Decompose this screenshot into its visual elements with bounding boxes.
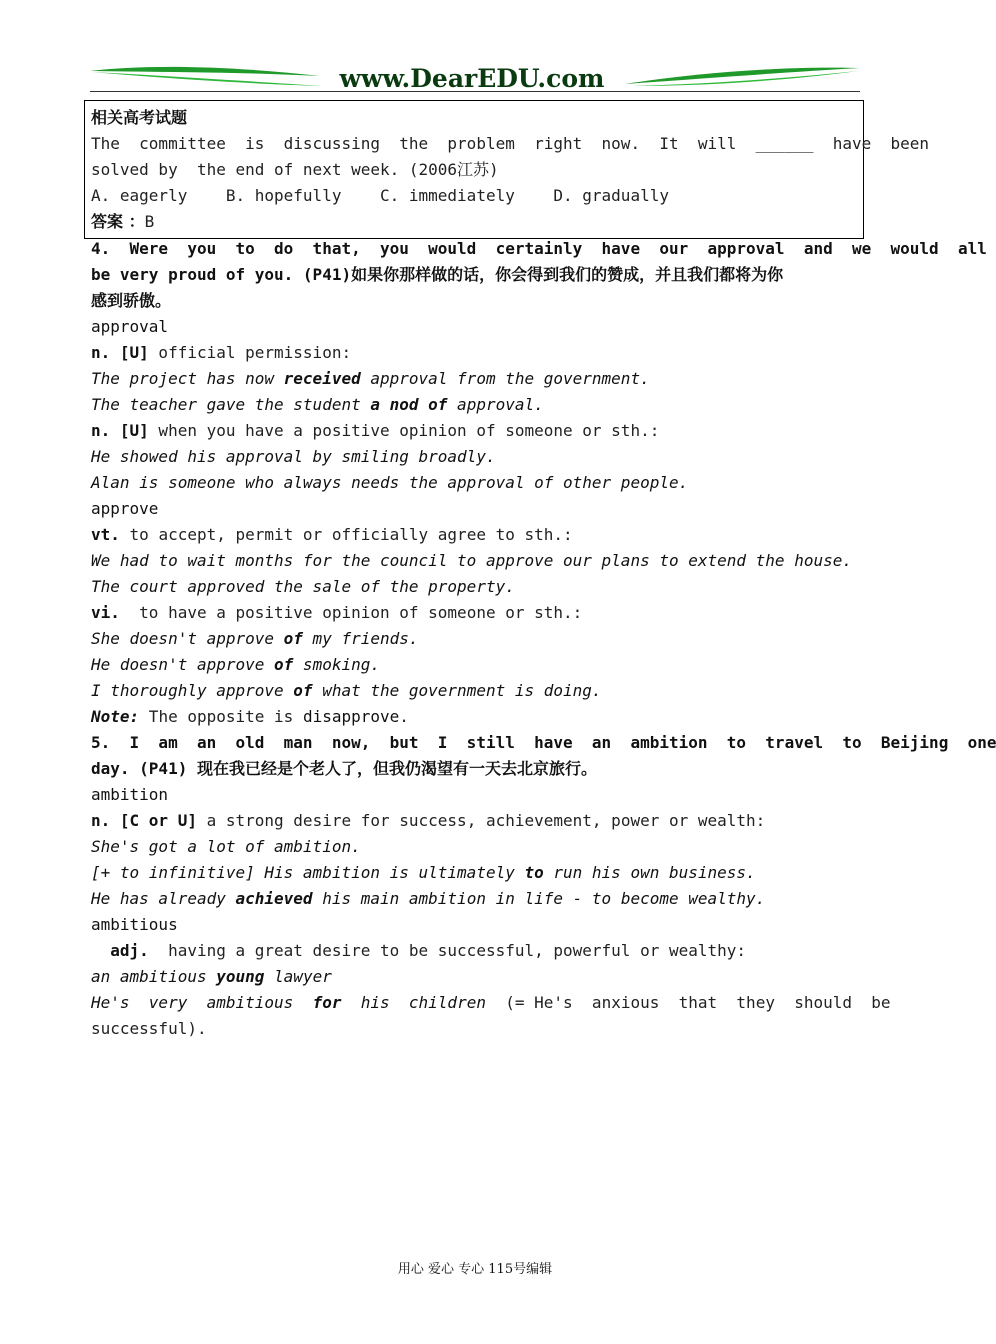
definition-ambitious <box>91 938 859 964</box>
header-divider <box>90 91 860 92</box>
example-text: lawyer <box>264 967 332 986</box>
pos-label: n. [U] <box>91 421 149 440</box>
item5-sentence-line-1: 5. I am an old man now, but I still have an ambition to travel to Beijing one <box>91 733 996 752</box>
headword-approve: approve <box>91 499 159 518</box>
headword-ambition: ambition <box>91 785 169 804</box>
example-text: [+ to infinitive] His ambition is ultimately <box>91 863 525 882</box>
definition-text: to accept, permit or officially agree to sth.: <box>119 525 573 544</box>
page-footer: 用心 爱心 专心 115号编辑 <box>397 1262 553 1277</box>
item4-sentence-line-1: 4. Were you to do that, you would certainly have our approval and we would all <box>91 239 987 258</box>
example-emphasis: received <box>283 369 361 388</box>
example-text: an ambitious <box>91 967 217 986</box>
example-line: He showed his approval by smiling broadly. <box>91 447 496 466</box>
example-emphasis: achieved <box>235 889 313 908</box>
definition-text: official permission: <box>148 343 352 362</box>
definition-ambition <box>91 808 859 834</box>
headword-approval: approval <box>91 317 169 336</box>
pos-label: n. [U] <box>91 343 149 362</box>
example-emphasis: a nod of <box>370 395 448 414</box>
note-text: The opposite is <box>139 707 303 726</box>
definition-approval-1 <box>91 340 859 366</box>
example-text: He has already <box>91 889 236 908</box>
note-label: Note: <box>91 707 140 726</box>
example-line: We had to wait months for the council to approve our plans to extend the house. <box>91 551 852 570</box>
exam-question-box <box>84 100 930 239</box>
exam-options: A. eagerly B. hopefully C. immediately D. gradually <box>91 186 669 205</box>
example-text: my friends. <box>302 629 419 648</box>
item4-sentence-line-3: 感到骄傲。 <box>91 291 172 310</box>
example-text: run his own business. <box>543 863 756 882</box>
pos-label: adj. <box>91 941 149 960</box>
headword-ambitious: ambitious <box>91 915 178 934</box>
definition-approve-vt <box>91 522 859 548</box>
example-line <box>91 366 859 392</box>
example-gloss: (= He's anxious that they should be <box>505 993 891 1012</box>
example-line <box>91 678 859 704</box>
example-text: She doesn't approve <box>91 629 284 648</box>
answer-label: 答案 ： <box>91 212 145 231</box>
site-logo-text: www.DearEDU.com <box>339 64 605 93</box>
example-emphasis: of <box>293 681 313 700</box>
item5-sentence-line-2: day. (P41) 现在我已经是个老人了，但我仍渴望有一天去北京旅行。 <box>91 759 597 778</box>
example-text: his main ambition in life - to become wealthy. <box>312 889 766 908</box>
example-line <box>91 652 859 678</box>
exam-box-title: 相关高考试题 <box>91 108 188 127</box>
answer-value: B <box>144 212 155 231</box>
exam-question-line-1: The committee is discussing the problem right now. It will ______ have been <box>91 134 930 153</box>
exam-question-line-2: solved by the end of next week. (2006江苏) <box>91 160 499 179</box>
definition-text: to have a positive opinion of someone or sth.: <box>119 603 583 622</box>
example-text: I thoroughly approve <box>91 681 294 700</box>
example-text: approval from the government. <box>360 369 650 388</box>
item4-sentence-line-2: be very proud of you. (P41)如果你那样做的话，你会得到我们的赞成，并且我们都将为你 <box>91 265 784 284</box>
example-line <box>91 964 859 990</box>
example-line: Alan is someone who always needs the approval of other people. <box>91 473 689 492</box>
main-content <box>91 236 996 1042</box>
example-text: The teacher gave the student <box>91 395 371 414</box>
example-line <box>91 990 891 1016</box>
example-emphasis: young <box>216 967 265 986</box>
example-emphasis: of <box>274 655 294 674</box>
example-text: smoking. <box>293 655 380 674</box>
example-emphasis: to <box>524 863 544 882</box>
exam-answer <box>91 209 857 235</box>
example-emphasis: of <box>283 629 303 648</box>
example-line <box>91 886 859 912</box>
pos-label: n. [C or U] <box>91 811 197 830</box>
example-line: She's got a lot of ambition. <box>91 837 361 856</box>
note-text: . <box>399 707 409 726</box>
example-text: The project has now <box>91 369 284 388</box>
example-line: The court approved the sale of the property. <box>91 577 515 596</box>
example-emphasis: for <box>312 993 342 1012</box>
definition-text: a strong desire for success, achievement, power or wealth: <box>196 811 766 830</box>
note-word: disapprove <box>302 707 400 726</box>
example-text: what the government is doing. <box>312 681 602 700</box>
definition-approval-2 <box>91 418 859 444</box>
example-text: his children <box>341 993 506 1012</box>
pos-label: vi. <box>91 603 120 622</box>
definition-text: when you have a positive opinion of someone or sth.: <box>148 421 660 440</box>
example-gloss-continued: successful). <box>91 1019 207 1038</box>
example-text: approval. <box>447 395 544 414</box>
usage-note <box>91 704 859 730</box>
example-line <box>91 392 859 418</box>
definition-text: having a great desire to be successful, powerful or wealthy: <box>148 941 747 960</box>
example-line <box>91 860 859 886</box>
example-line <box>91 626 859 652</box>
example-text: He doesn't approve <box>91 655 275 674</box>
page-header <box>90 62 860 94</box>
example-text: He's very ambitious <box>91 993 313 1012</box>
definition-approve-vi <box>91 600 859 626</box>
pos-label: vt. <box>91 525 120 544</box>
